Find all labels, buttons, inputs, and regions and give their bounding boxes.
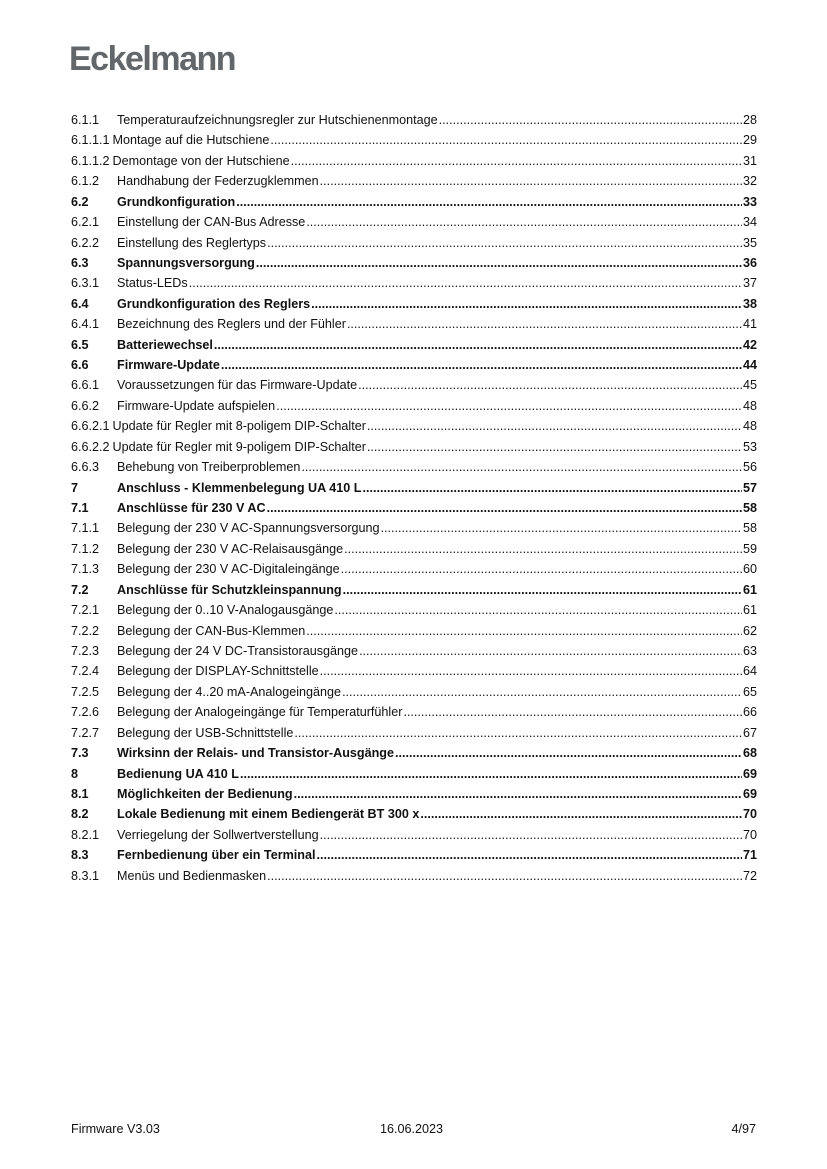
toc-entry-number: 6.3 <box>71 255 89 270</box>
toc-entry-page: 62 <box>742 623 757 638</box>
toc-entry-page: 36 <box>742 255 757 270</box>
dot-leader <box>439 110 742 130</box>
toc-entry[interactable] <box>71 457 757 477</box>
eckelmann-logo: Eckelmann <box>69 40 236 78</box>
toc-entry-title: Status-LEDs <box>117 276 188 291</box>
toc-entry-number: 6.2 <box>71 194 89 209</box>
dot-leader <box>367 416 742 436</box>
toc-entry-number: 7.3 <box>71 746 89 761</box>
toc-entry[interactable] <box>71 784 757 804</box>
toc-entry-title: Wirksinn der Relais- und Transistor-Ausgänge <box>117 746 395 761</box>
toc-entry-title: Belegung der 230 V AC-Spannungsversorgung <box>117 521 380 536</box>
toc-entry-page: 72 <box>742 868 757 883</box>
dot-leader <box>301 457 742 477</box>
toc-entry-number: 6.6 <box>71 358 89 373</box>
toc-entry-page: 59 <box>742 541 757 556</box>
toc-entry-title: Belegung der USB-Schnittstelle <box>117 725 294 740</box>
toc-entry-page: 42 <box>742 337 757 352</box>
toc-entry-page: 57 <box>742 480 757 495</box>
toc-entry-number: 6.6.1 <box>71 378 100 393</box>
toc-entry-title: Anschlüsse für 230 V AC <box>117 501 266 516</box>
toc-entry-title: Belegung der CAN-Bus-Klemmen <box>117 623 306 638</box>
toc-entry-page: 70 <box>742 807 757 822</box>
toc-entry-title: Temperaturaufzeichnungsregler zur Hutschienenmontage <box>117 113 438 127</box>
toc-entry-number: 6.5 <box>71 337 89 352</box>
toc-entry[interactable] <box>71 233 757 253</box>
toc-entry-number: 7.2.5 <box>71 684 100 699</box>
toc-entry-number: 6.1.1.2 <box>71 153 110 168</box>
toc-entry[interactable] <box>71 804 757 824</box>
toc-entry[interactable] <box>71 130 757 150</box>
toc-entry-page: 61 <box>742 582 757 597</box>
toc-entry-title: Behebung von Treiberproblemen <box>117 460 301 475</box>
toc-entry-page: 28 <box>742 113 757 127</box>
toc-entry-title: Belegung der Analogeingänge für Temperaturfühler <box>117 705 403 720</box>
dot-leader <box>311 294 742 314</box>
dot-leader <box>291 151 742 171</box>
toc-entry[interactable] <box>71 192 757 212</box>
toc-entry-title: Bezeichnung des Reglers und der Fühler <box>117 317 346 332</box>
toc-entry-number: 8.2.1 <box>71 827 100 842</box>
dot-leader <box>362 478 742 498</box>
dot-leader <box>276 396 742 416</box>
toc-entry-number: 6.3.1 <box>71 276 100 291</box>
dot-leader <box>343 580 742 600</box>
footer-firmware-version: Firmware V3.03 <box>71 1122 160 1136</box>
toc-entry[interactable] <box>71 661 757 681</box>
dot-leader <box>320 171 742 191</box>
toc-entry-page: 71 <box>742 848 757 863</box>
dot-leader <box>267 866 742 886</box>
toc-entry[interactable] <box>71 641 757 661</box>
toc-entry[interactable] <box>71 580 757 600</box>
toc-entry-page: 65 <box>742 684 757 699</box>
toc-entry-number: 8.2 <box>71 807 89 822</box>
toc-entry-number: 8.3.1 <box>71 868 100 883</box>
toc-entry-number: 6.6.2 <box>71 398 100 413</box>
toc-entry-page: 69 <box>742 766 757 781</box>
toc-entry-number: 7.2 <box>71 582 89 597</box>
toc-entry-number: 8.1 <box>71 786 89 801</box>
toc-entry[interactable] <box>71 866 757 886</box>
dot-leader <box>342 682 742 702</box>
dot-leader <box>420 804 742 824</box>
dot-leader <box>334 600 742 620</box>
toc-entry-title: Firmware-Update <box>117 358 220 373</box>
dot-leader <box>294 784 742 804</box>
toc-entry[interactable] <box>71 743 757 763</box>
toc-entry-title: Belegung der 230 V AC-Relaisausgänge <box>117 541 344 556</box>
toc-entry-title: Grundkonfiguration des Reglers <box>117 296 311 311</box>
toc-entry-title: Anschluss - Klemmenbelegung UA 410 L <box>117 480 362 495</box>
toc-entry-title: Belegung der DISPLAY-Schnittstelle <box>117 664 319 679</box>
dot-leader <box>306 212 742 232</box>
footer-page-number: 4/97 <box>731 1122 756 1136</box>
toc-entry-page: 35 <box>742 235 757 250</box>
dot-leader <box>341 559 742 579</box>
toc-entry[interactable] <box>71 518 757 538</box>
toc-entry[interactable] <box>71 498 757 518</box>
toc-entry[interactable] <box>71 355 757 375</box>
dot-leader <box>359 641 742 661</box>
toc-entry[interactable] <box>71 723 757 743</box>
toc-entry-page: 69 <box>742 786 757 801</box>
toc-entry-page: 58 <box>742 501 757 516</box>
toc-entry-number: 6.1.1 <box>71 113 100 127</box>
toc-entry-number: 7.2.3 <box>71 643 100 658</box>
footer-date: 16.06.2023 <box>380 1122 444 1136</box>
toc-entry-number: 6.6.3 <box>71 460 100 475</box>
dot-leader <box>367 437 742 457</box>
toc-entry-number: 8.3 <box>71 848 89 863</box>
dot-leader <box>267 233 742 253</box>
toc-entry-page: 48 <box>742 419 757 434</box>
toc-entry-page: 48 <box>742 398 757 413</box>
toc-entry-number: 7.1.3 <box>71 562 100 577</box>
toc-entry[interactable] <box>71 335 757 355</box>
dot-leader <box>240 764 742 784</box>
toc-entry[interactable] <box>71 764 757 784</box>
toc-entry-page: 34 <box>742 215 757 230</box>
toc-entry-title: Firmware-Update aufspielen <box>117 398 276 413</box>
table-of-contents <box>71 110 757 886</box>
toc-entry-title: Fernbedienung über ein Terminal <box>117 848 316 863</box>
toc-entry-number: 7.1.1 <box>71 521 100 536</box>
dot-leader <box>347 314 742 334</box>
toc-entry-title: Einstellung des Reglertyps <box>117 235 267 250</box>
toc-entry-page: 61 <box>742 603 757 618</box>
toc-entry[interactable] <box>71 253 757 273</box>
toc-entry-number: 7.2.1 <box>71 603 100 618</box>
toc-entry-title: Handhabung der Federzugklemmen <box>117 174 319 189</box>
toc-entry-page: 29 <box>742 133 757 148</box>
toc-entry-page: 56 <box>742 460 757 475</box>
toc-entry-title: Möglichkeiten der Bedienung <box>117 786 293 801</box>
toc-entry[interactable] <box>71 437 757 457</box>
toc-entry-page: 44 <box>742 358 757 373</box>
toc-entry-page: 53 <box>742 439 757 454</box>
toc-entry-page: 38 <box>742 296 757 311</box>
toc-entry-title: Update für Regler mit 9-poligem DIP-Schalter <box>112 439 366 454</box>
toc-entry-number: 6.2.1 <box>71 215 100 230</box>
dot-leader <box>320 825 742 845</box>
toc-entry[interactable] <box>71 600 757 620</box>
dot-leader <box>403 702 742 722</box>
dot-leader <box>270 130 742 150</box>
dot-leader <box>320 661 742 681</box>
toc-entry-page: 41 <box>742 317 757 332</box>
dot-leader <box>306 621 742 641</box>
toc-entry-number: 7.2.6 <box>71 705 100 720</box>
toc-entry-title: Menüs und Bedienmasken <box>117 868 267 883</box>
toc-entry-title: Verriegelung der Sollwertverstellung <box>117 827 319 842</box>
toc-entry-page: 66 <box>742 705 757 720</box>
toc-entry-page: 31 <box>742 153 757 168</box>
toc-entry-title: Update für Regler mit 8-poligem DIP-Schalter <box>112 419 366 434</box>
toc-entry-page: 32 <box>742 174 757 189</box>
toc-entry-number: 6.6.2.2 <box>71 439 110 454</box>
toc-entry-title: Batteriewechsel <box>117 337 213 352</box>
toc-entry-number: 6.1.2 <box>71 174 100 189</box>
dot-leader <box>267 498 742 518</box>
toc-entry-number: 7 <box>71 480 79 495</box>
dot-leader <box>381 518 742 538</box>
toc-entry-page: 70 <box>742 827 757 842</box>
toc-entry[interactable] <box>71 559 757 579</box>
toc-entry-page: 33 <box>742 194 757 209</box>
toc-entry-page: 45 <box>742 378 757 393</box>
toc-entry-page: 58 <box>742 521 757 536</box>
toc-entry[interactable] <box>71 416 757 436</box>
toc-entry[interactable] <box>71 375 757 395</box>
toc-entry[interactable] <box>71 171 757 191</box>
toc-entry-title: Einstellung der CAN-Bus Adresse <box>117 215 306 230</box>
toc-entry-title: Belegung der 24 V DC-Transistorausgänge <box>117 643 359 658</box>
toc-entry-number: 6.4.1 <box>71 317 100 332</box>
toc-entry[interactable] <box>71 478 757 498</box>
toc-entry-page: 37 <box>742 276 757 291</box>
toc-entry[interactable] <box>71 314 757 334</box>
toc-entry[interactable] <box>71 212 757 232</box>
dot-leader <box>294 723 742 743</box>
toc-entry-title: Montage auf die Hutschiene <box>112 133 270 148</box>
dot-leader <box>214 335 742 355</box>
dot-leader <box>358 375 742 395</box>
toc-entry-number: 8 <box>71 766 79 781</box>
toc-entry[interactable] <box>71 702 757 722</box>
toc-entry-title: Bedienung UA 410 L <box>117 766 239 781</box>
toc-entry-number: 6.4 <box>71 296 89 311</box>
dot-leader <box>236 192 742 212</box>
dot-leader <box>317 845 742 865</box>
toc-entry[interactable] <box>71 294 757 314</box>
toc-entry[interactable] <box>71 682 757 702</box>
toc-entry[interactable] <box>71 845 757 865</box>
toc-entry[interactable] <box>71 539 757 559</box>
toc-entry-title: Grundkonfiguration <box>117 194 236 209</box>
dot-leader <box>344 539 742 559</box>
toc-entry-page: 60 <box>742 562 757 577</box>
toc-entry-title: Voraussetzungen für das Firmware-Update <box>117 378 358 393</box>
toc-entry[interactable] <box>71 621 757 641</box>
toc-entry-number: 6.6.2.1 <box>71 419 110 434</box>
toc-entry-number: 7.2.7 <box>71 725 100 740</box>
toc-entry-page: 67 <box>742 725 757 740</box>
toc-entry-number: 7.2.4 <box>71 664 100 679</box>
dot-leader <box>395 743 742 763</box>
dot-leader <box>256 253 742 273</box>
toc-entry[interactable] <box>71 110 757 130</box>
toc-entry-number: 7.2.2 <box>71 623 100 638</box>
toc-entry-page: 63 <box>742 643 757 658</box>
dot-leader <box>189 273 742 293</box>
toc-entry-number: 6.2.2 <box>71 235 100 250</box>
dot-leader <box>221 355 742 375</box>
toc-entry-title: Belegung der 4..20 mA-Analogeingänge <box>117 684 342 699</box>
toc-entry[interactable] <box>71 825 757 845</box>
toc-entry-title: Demontage von der Hutschiene <box>112 153 290 168</box>
toc-entry-page: 64 <box>742 664 757 679</box>
toc-entry-title: Lokale Bedienung mit einem Bediengerät BT 300 x <box>117 807 420 822</box>
toc-entry[interactable] <box>71 273 757 293</box>
toc-entry-title: Anschlüsse für Schutzkleinspannung <box>117 582 342 597</box>
toc-entry-title: Belegung der 230 V AC-Digitaleingänge <box>117 562 340 577</box>
toc-entry[interactable] <box>71 151 757 171</box>
toc-entry-title: Spannungsversorgung <box>117 255 255 270</box>
toc-entry-title: Belegung der 0..10 V-Analogausgänge <box>117 603 334 618</box>
toc-entry-number: 7.1 <box>71 501 89 516</box>
toc-entry-number: 6.1.1.1 <box>71 133 110 148</box>
toc-entry[interactable] <box>71 396 757 416</box>
toc-entry-page: 68 <box>742 746 757 761</box>
toc-entry-number: 7.1.2 <box>71 541 100 556</box>
